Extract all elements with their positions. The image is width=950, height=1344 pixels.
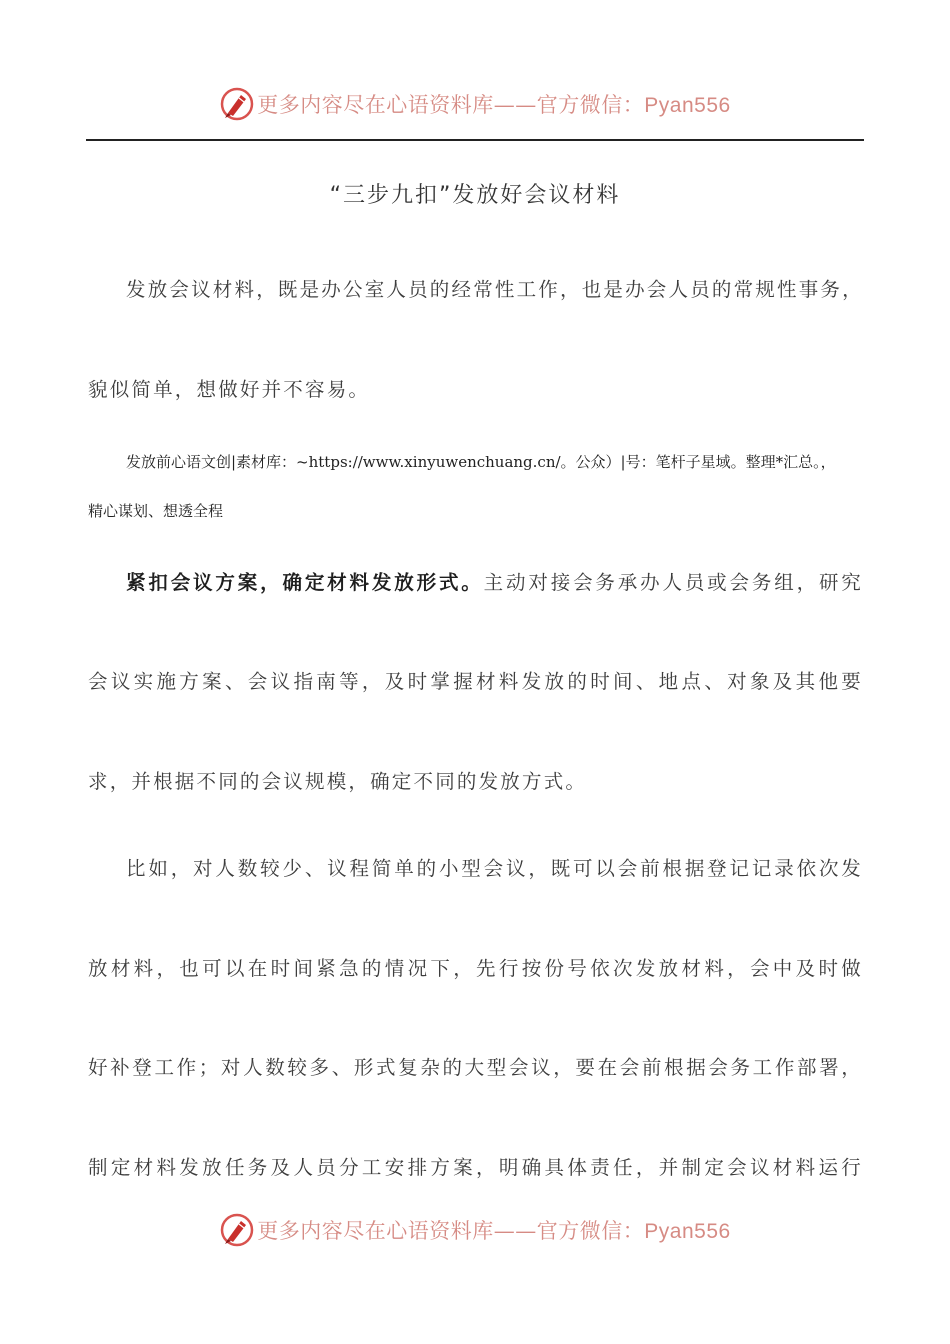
pen-logo-icon	[219, 86, 255, 122]
para1-bold-lead: 紧扣会议方案，确定材料发放形式。	[126, 571, 484, 594]
para1-line1-rest: 主动对接会务承办人员或会务组，研究	[483, 571, 864, 594]
note-line-1: 发放前心语文创|素材库：~https://www.xinyuwenchuang.cn/。公众）|号：笔杆子星域。整理*汇总。，	[126, 453, 836, 471]
para1-line-2: 会议实施方案、会议指南等，及时掌握材料发放的时间、地点、对象及其他要	[88, 670, 863, 693]
para2-line-4: 制定材料发放任务及人员分工安排方案，明确具体责任，并制定会议材料运行	[88, 1156, 863, 1179]
para2-line-2: 放材料，也可以在时间紧急的情况下，先行按份号依次发放材料，会中及时做	[88, 957, 863, 980]
para2-line-3: 好补登工作；对人数较多、形式复杂的大型会议，要在会前根据会务工作部署，	[88, 1056, 863, 1079]
watermark-text: 更多内容尽在心语资料库——官方微信：Pyan556	[257, 1219, 731, 1243]
intro-line-2: 貌似简单，想做好并不容易。	[88, 378, 371, 401]
page-title: “三步九扣”发放好会议材料	[329, 183, 621, 208]
footer-watermark	[0, 1208, 950, 1252]
watermark-text: 更多内容尽在心语资料库——官方微信：Pyan556	[257, 93, 731, 117]
note-line-2: 精心谋划、想透全程	[88, 502, 224, 520]
header-watermark	[0, 82, 950, 126]
intro-line-1: 发放会议材料，既是办公室人员的经常性工作，也是办会人员的常规性事务，	[126, 278, 864, 301]
para2-line-1: 比如，对人数较少、议程简单的小型会议，既可以会前根据登记记录依次发	[126, 857, 863, 880]
para1-line-1	[126, 567, 863, 595]
pen-logo-icon	[219, 1212, 255, 1248]
para1-line-3: 求，并根据不同的会议规模，确定不同的发放方式。	[88, 770, 588, 793]
header-divider	[86, 139, 864, 141]
